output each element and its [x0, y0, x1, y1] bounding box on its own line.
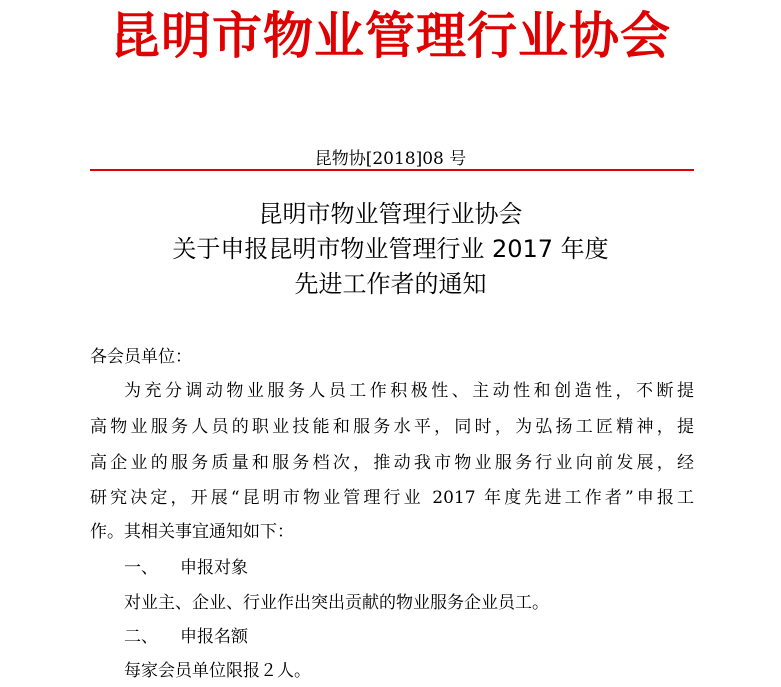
- section-text: 对业主、企业、行业作出突出贡献的物业服务企业员工。: [124, 593, 549, 613]
- salutation: 各会员单位：: [90, 347, 192, 367]
- section-number: 一、: [124, 558, 158, 578]
- intro-paragraph-line: 研究决定，开展“昆明市物业管理行业 2017 年度先进工作者”申报工: [90, 488, 694, 508]
- intro-paragraph-line: 作。其相关事宜通知如下：: [90, 522, 294, 542]
- section-heading: [124, 557, 248, 579]
- organization-header: 昆明市物业管理行业协会: [110, 6, 671, 65]
- title-line: 先进工作者的通知: [294, 270, 487, 298]
- intro-paragraph-line: 为充分调动物业服务人员工作积极性、主动性和创造性，不断提: [124, 381, 694, 401]
- section-text: 每家会员单位限报２人。: [124, 661, 311, 681]
- red-divider-line: [90, 169, 694, 171]
- section-heading: [124, 626, 248, 648]
- section-number: 二、: [124, 627, 158, 647]
- section-title: 申报对象: [180, 558, 248, 578]
- intro-paragraph-line: 高企业的服务质量和服务档次，推动我市物业服务行业向前发展，经: [90, 453, 694, 473]
- title-line: 昆明市物业管理行业协会: [258, 200, 523, 228]
- document-number: 昆物协[2018]08 号: [314, 149, 467, 169]
- title-line: 关于申报昆明市物业管理行业 2017 年度: [172, 235, 609, 263]
- section-title: 申报名额: [180, 627, 248, 647]
- document-title: [0, 197, 781, 302]
- intro-paragraph-line: 高物业服务人员的职业技能和服务水平，同时，为弘扬工匠精神，提: [90, 417, 694, 437]
